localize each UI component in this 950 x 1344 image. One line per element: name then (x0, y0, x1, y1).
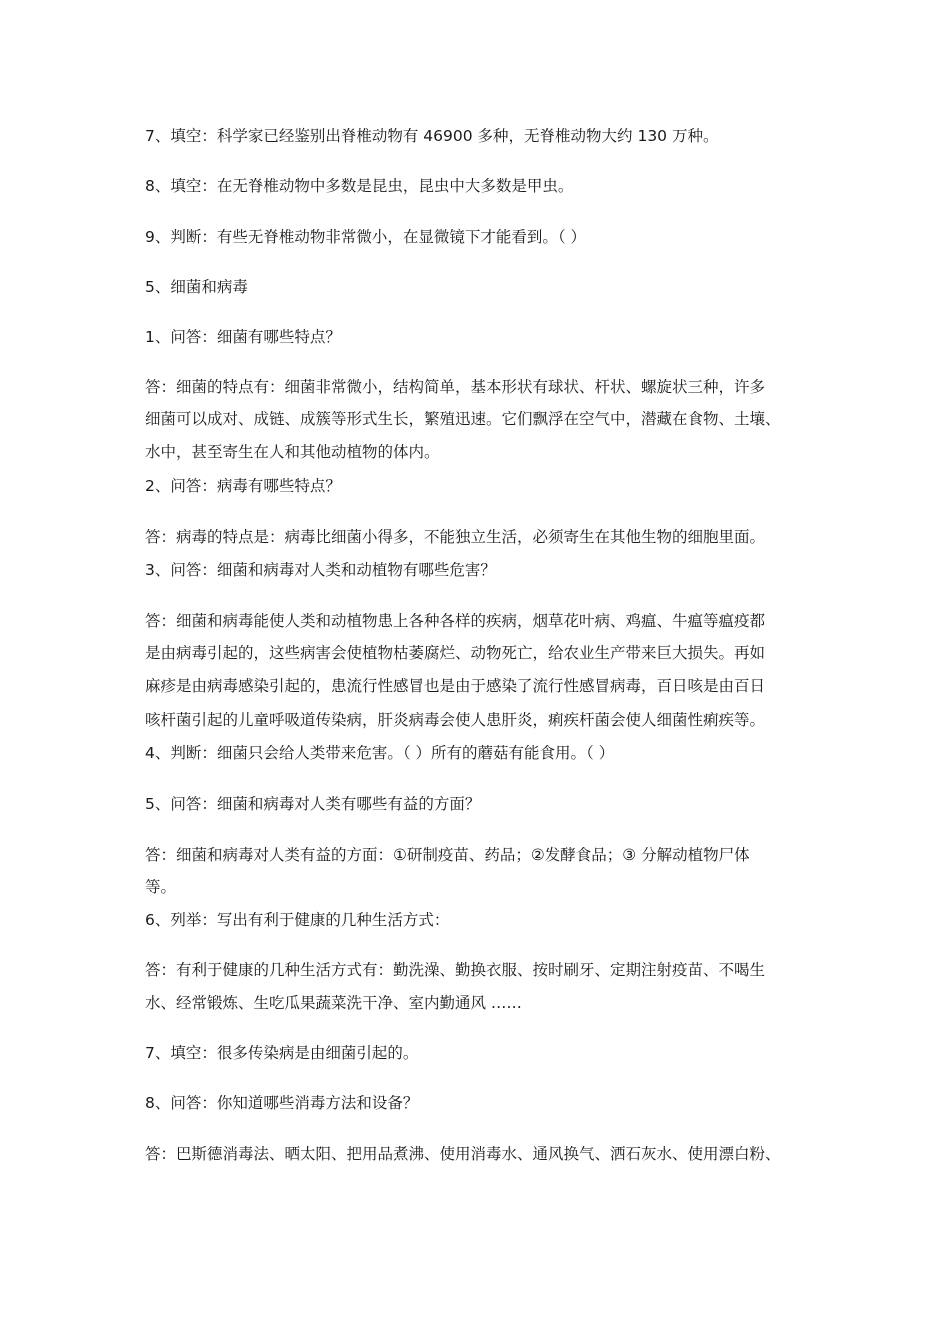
text-line: 细菌可以成对、成链、成簇等形式生长，繁殖迅速。它们飘浮在空气中，潜藏在食物、土壤、 (145, 410, 781, 428)
text-line: 6、列举：写出有利于健康的几种生活方式： (145, 911, 450, 929)
text-line: 答：细菌和病毒能使人类和动植物患上各种各样的疾病，烟草花叶病、鸡瘟、牛瘟等瘟疫都 (145, 612, 766, 630)
text-line: 答：病毒的特点是：病毒比细菌小得多，不能独立生活，必须寄生在其他生物的细胞里面。 (145, 528, 766, 546)
text-line: 答：细菌和病毒对人类有益的方面：①研制疫苗、药品；②发酵食品；③ 分解动植物尸体 (145, 846, 750, 864)
text-line: 5、问答：细菌和病毒对人类有哪些有益的方面？ (145, 795, 481, 813)
text-line: 答：巴斯德消毒法、晒太阳、把用品煮沸、使用消毒水、通风换气、洒石灰水、使用漂白粉、 (145, 1145, 781, 1163)
text-line: 答：有利于健康的几种生活方式有：勤洗澡、勤换衣服、按时刷牙、定期注射疫苗、不喝生 (145, 961, 766, 979)
text-line: 1、问答：细菌有哪些特点？ (145, 328, 341, 346)
text-line: 等。 (145, 878, 177, 896)
text-line: 水、经常锻炼、生吃瓜果蔬菜洗干净、室内勤通风 …… (145, 994, 522, 1012)
section-heading: 5、细菌和病毒 (145, 278, 248, 296)
text-line: 2、问答：病毒有哪些特点？ (145, 477, 341, 495)
text-line: 8、问答：你知道哪些消毒方法和设备？ (145, 1094, 419, 1112)
text-line: 9、判断：有些无脊椎动物非常微小，在显微镜下才能看到。（ ） (145, 228, 587, 246)
text-line: 7、填空：很多传染病是由细菌引起的。 (145, 1044, 419, 1062)
text-line: 3、问答：细菌和病毒对人类和动植物有哪些危害？ (145, 561, 496, 579)
text-line: 水中，甚至寄生在人和其他动植物的体内。 (145, 443, 440, 461)
text-line: 是由病毒引起的，这些病害会使植物枯萎腐烂、动物死亡，给农业生产带来巨大损失。再如 (145, 644, 766, 662)
text-line: 咳杆菌引起的儿童呼吸道传染病，肝炎病毒会使人患肝炎，痢疾杆菌会使人细菌性痢疾等。 (145, 711, 766, 729)
text-line: 麻疹是由病毒感染引起的，患流行性感冒也是由于感染了流行性感冒病毒，百日咳是由百日 (145, 677, 766, 695)
text-line: 8、填空：在无脊椎动物中多数是昆虫，昆虫中大多数是甲虫。 (145, 177, 574, 195)
text-line: 4、判断：细菌只会给人类带来危害。（ ）所有的蘑菇有能食用。（ ） (145, 744, 615, 762)
text-line: 7、填空：科学家已经鉴别出脊椎动物有 46900 多种，无脊椎动物大约 130 万种。 (145, 127, 719, 145)
text-line: 答：细菌的特点有：细菌非常微小，结构简单，基本形状有球状、杆状、螺旋状三种，许多 (145, 378, 766, 396)
